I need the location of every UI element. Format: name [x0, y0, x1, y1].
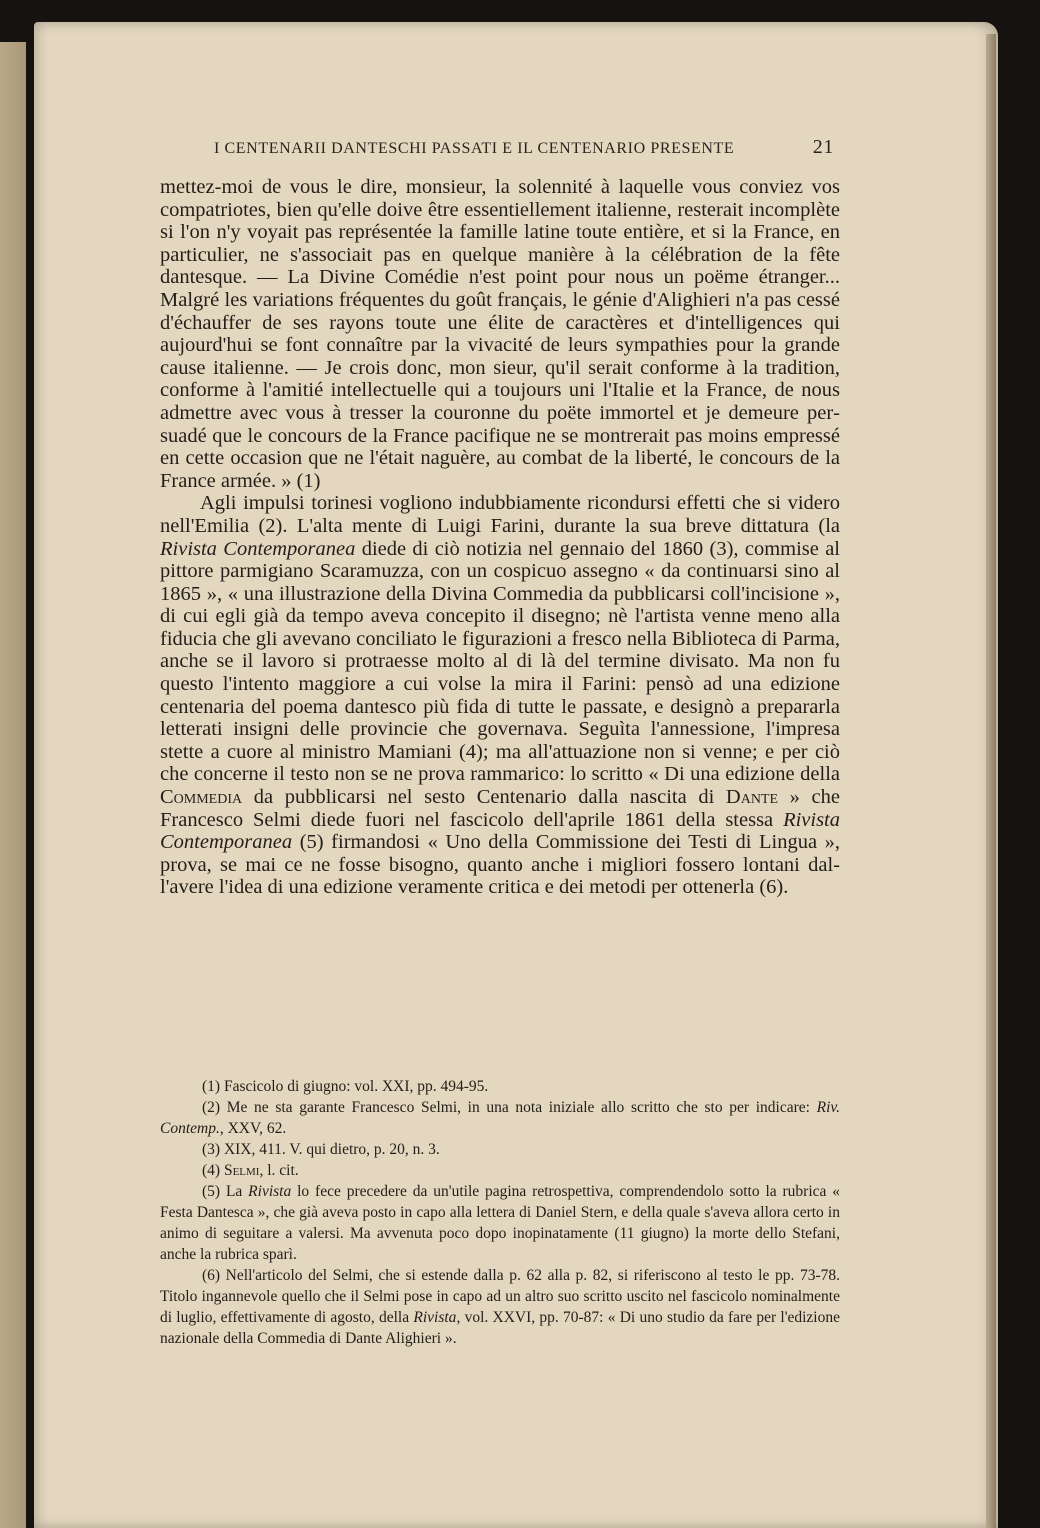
footnote-1: (1) Fascicolo di giugno: vol. XXI, pp. 494-95.	[202, 1078, 489, 1095]
paragraph-2	[160, 492, 840, 899]
footnotes	[160, 1076, 840, 1396]
footnote-2	[160, 1097, 840, 1139]
footnote-part: , l. cit.	[259, 1162, 299, 1179]
paragraph-2-part: Agli impulsi torinesi vogliono indubbiamente ricondursi effetti che si videro nell'Emilia (2). L'alta mente di Luigi Farini, durante la sua breve dittatura (la	[160, 492, 840, 537]
footnote-italic: Rivista	[413, 1309, 457, 1326]
dante-small-caps: Dante	[725, 786, 779, 809]
footnote-part: (4)	[202, 1162, 224, 1179]
footnote-part: lo fece precedere da un'utile pagina retrospettiva, comprendendolo sotto la rubrica « Festa Dantesca », che già aveva posto in capo alla lettera di Daniel Stern, e della quale s'aveva allora certo in animo di seguitare a valersi. Ma avvenuta poco dopo inopinatamente (11 giugno) la morte dello Stefani, anche la rubrica sparì.	[160, 1183, 841, 1263]
paragraph-2-part: (5) firmandosi « Uno della Commissione dei Testi di Lingua », prova, se mai ce ne fosse bisogno, quanto anche i migliori fossero lontani dall'avere l'idea di una edizione veramente critica e dei metodi per ottenerla (6).	[160, 831, 840, 899]
paragraph-2-part: da pubblicarsi nel sesto Centenario dalla nascita di	[242, 786, 726, 809]
page-number: 21	[812, 136, 834, 158]
commedia-small-caps: Commedia	[160, 786, 243, 809]
facing-page-edge	[0, 42, 26, 1528]
running-head: I CENTENARII DANTESCHI PASSATI E IL CENTENARIO PRESENTE	[214, 140, 735, 157]
paragraph-2-part: » che Francesco Selmi diede fuori nel fascicolo dell'aprile 1861 della stessa	[160, 786, 841, 831]
footnote-italic: Riv. Contemp.	[160, 1099, 840, 1137]
footnote-part: (2) Me ne sta garante Francesco Selmi, in una nota iniziale allo scritto che sto per indicare:	[202, 1099, 817, 1116]
paragraph-2-part: diede di ciò notizia nel gennaio del 1860 (3), commise al pittore parmigiano Scaramuzza, con un cospicuo assegno « da continuarsi sino al 1865 », « una illustrazione della Divina Commedia da pubblicarsi coll'incisione », di cui egli già da tempo aveva concepito il disegno; nè l'artista venne meno alla fiducia che gli avevano conciliato le figurazioni a fresco nella Biblioteca di Parma, anche se il lavoro si protraesse molto al di là del termine divisato. Ma non fu questo l'intento maggiore a cui volse la mira il Farini: pensò ad una edizione centenaria del poema dantesco più fida di tutte le passate, e designò a prepararla letterati insigni delle provincie che governava. Seguìta l'annessione, l'impresa stette a cuore al ministro Mamiani (4); ma all'attuazione non si venne; e per ciò che concerne il testo non se ne prova rammarico: lo scritto « Di una edizione della	[160, 537, 840, 786]
footnote-part: (5) La	[202, 1183, 249, 1200]
footnote-part: , vol. XXVI, pp. 70-87: « Di uno studio da fare per l'edizione nazionale della Commedia di Dante Alighieri ».	[160, 1309, 840, 1347]
journal-title: Rivista Contemporanea	[160, 537, 356, 560]
footnote-3: (3) XIX, 411. V. qui dietro, p. 20, n. 3.	[202, 1141, 440, 1158]
main-text	[160, 176, 840, 1056]
paragraph-1: mettez-moi de vous le dire, monsieur, la solennité à laquelle vous conviez vos compatriotes, bien qu'elle doive être essentiellement italienne, resterait incomplète si l'on n'y voyait pas représentée la famille latine toute entière, et si la France, en particulier, ne s'associait pas en quelque manière à la célébration de la fête dantesque. — La Divine Comédie n'est point pour nous un poëme étranger... Malgré les variations fréquentes du goût français, le génie d'Alighieri n'a pas cessé d'échauffer de ses rayons toute une élite de caractères et d'intelligences qui aujourd'hui se font connaître par la vivacité de leurs sympathies pour la grande cause italienne. — Je crois donc, mon sieur, qu'il serait conforme à la tradition, conforme à l'amitié intellectuelle qui a toujours uni l'Italie et la France, de nous admettre avec vous à tresser la couronne du poëte immortel et je demeure persuadé que le concours de la France pacifique ne se montrerait pas moins empressé en cette occasion que ne l'était naguère, au combat de la liberté, le concours de la France armée. » (1)	[160, 176, 840, 492]
footnote-part: , XXV, 62.	[219, 1120, 287, 1137]
footnote-small-caps: Selmi	[223, 1162, 260, 1179]
page-header	[214, 136, 838, 160]
footnote-6	[160, 1265, 840, 1349]
journal-title: Rivista Contemporanea	[160, 808, 840, 854]
footnote-part: (6) Nell'articolo del Selmi, che si estende dalla p. 62 alla p. 82, si riferiscono al testo le pp. 73-78. Titolo ingannevole quello che il Selmi pose in capo ad un altro suo scritto uscito nel fascicolo nominalmente di luglio, effettivamente di agosto, della	[160, 1267, 840, 1326]
footnote-5	[160, 1181, 840, 1265]
page-stack-edge	[986, 34, 996, 1528]
footnote-italic: Rivista	[248, 1183, 292, 1200]
footnote-4	[160, 1160, 840, 1181]
